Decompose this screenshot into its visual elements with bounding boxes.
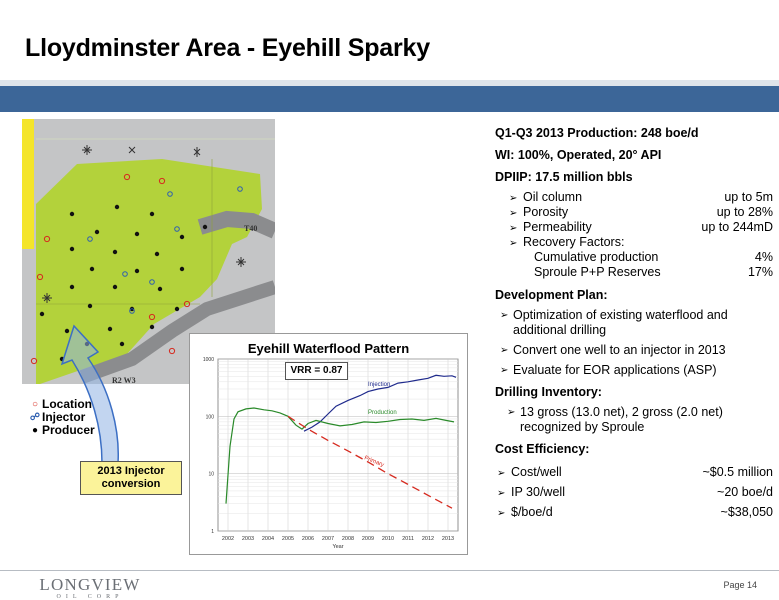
- cost-row: [495, 462, 773, 482]
- legend-row-producer: [28, 424, 95, 437]
- callout-line: conversion: [101, 478, 161, 490]
- arrow-bullet-icon: ➢: [500, 310, 509, 321]
- x-tick-label: 2003: [241, 536, 255, 542]
- logo-sub: OIL CORP: [56, 594, 124, 600]
- arrow-bullet-icon: ➢: [507, 407, 516, 418]
- list-item: [495, 308, 773, 338]
- list-item-text: Convert one well to an injector in 2013: [513, 343, 726, 357]
- cost-value: ~$0.5 million: [702, 465, 773, 479]
- arrow-bullet-icon: ➢: [497, 508, 506, 519]
- cost-value: ~$38,050: [720, 505, 773, 519]
- page-title: Lloydminster Area - Eyehill Sparky: [25, 34, 430, 62]
- range-label: R2 W3: [112, 376, 136, 384]
- arrow-bullet-icon: ➢: [497, 488, 506, 499]
- arrow-bullet-icon: ➢: [509, 238, 518, 249]
- vrr-box: VRR = 0.87: [285, 362, 348, 380]
- recovery-row: [495, 265, 773, 280]
- list-item: [495, 405, 773, 435]
- list-item: [495, 363, 773, 378]
- waterflood-chart: [189, 333, 468, 555]
- wi-heading: WI: 100%, Operated, 20° API: [495, 148, 662, 162]
- map-legend: [28, 398, 95, 437]
- x-tick-label: 2005: [281, 536, 295, 542]
- arrow-bullet-icon: ➢: [509, 223, 518, 234]
- legend-label: Injector: [42, 410, 86, 424]
- company-logo: [35, 575, 145, 600]
- recovery-label: Sproule P+P Reserves: [534, 265, 661, 279]
- township-label: T40: [244, 224, 258, 233]
- cost-value: ~20 boe/d: [717, 485, 773, 499]
- x-tick-label: 2012: [421, 536, 435, 542]
- property-label: Oil column: [523, 190, 583, 204]
- injector-callout: [80, 461, 182, 495]
- production-heading: Q1-Q3 2013 Production: 248 boe/d: [495, 126, 699, 140]
- cost-label: Cost/well: [511, 465, 562, 479]
- cost-label: IP 30/well: [511, 485, 565, 499]
- property-row: [495, 220, 773, 235]
- list-item-text: Optimization of existing waterflood and additional drilling: [513, 308, 728, 337]
- property-list: [495, 190, 773, 250]
- y-tick-label: 10: [208, 471, 214, 478]
- x-tick-label: 2006: [301, 536, 315, 542]
- x-tick-label: 2004: [261, 536, 275, 542]
- arrow-bullet-icon: ➢: [509, 208, 518, 219]
- drill-heading: Drilling Inventory:: [495, 385, 602, 399]
- recovery-list: [495, 250, 773, 280]
- list-item: [495, 343, 773, 358]
- x-tick-label: 2009: [361, 536, 375, 542]
- cost-list: [495, 462, 773, 522]
- x-tick-label: 2010: [381, 536, 395, 542]
- property-value: up to 5m: [724, 190, 773, 204]
- series-label-production: Production: [368, 409, 397, 416]
- dev-list: [495, 308, 773, 378]
- chart-title: Eyehill Waterflood Pattern: [247, 341, 410, 356]
- dev-heading: Development Plan:: [495, 288, 608, 302]
- property-label: Recovery Factors:: [523, 235, 625, 249]
- y-tick-label: 100: [205, 414, 214, 421]
- location-circle-icon: ○: [31, 399, 39, 410]
- header-band: [0, 86, 779, 112]
- summary-panel: [495, 124, 773, 522]
- arrow-bullet-icon: ➢: [509, 193, 518, 204]
- property-row: [495, 190, 773, 205]
- logo-name: LONGVIEW: [39, 575, 141, 594]
- cost-row: [495, 482, 773, 502]
- legend-label: Producer: [42, 423, 95, 437]
- injector-icon: ☍: [29, 412, 41, 423]
- x-tick-label: 2011: [402, 536, 414, 542]
- y-tick-label: 1000: [202, 357, 214, 363]
- arrow-bullet-icon: ➢: [500, 345, 509, 356]
- x-tick-label: 2007: [321, 536, 335, 542]
- property-value: up to 244mD: [701, 220, 773, 234]
- recovery-label: Cumulative production: [534, 250, 659, 264]
- x-tick-label: 2002: [221, 536, 235, 542]
- drill-list: [495, 405, 773, 435]
- x-tick-label: 2008: [341, 536, 355, 542]
- lease-block: [22, 119, 34, 249]
- x-tick-label: 2013: [441, 536, 455, 542]
- recovery-value: 4%: [754, 250, 773, 264]
- producer-dot-icon: ●: [31, 425, 39, 436]
- cost-heading: Cost Efficiency:: [495, 442, 590, 456]
- legend-label: Location: [42, 397, 92, 411]
- cost-label: $/boe/d: [511, 505, 553, 519]
- series-label-injection: Injection: [368, 381, 391, 388]
- page-number: Page 14: [723, 580, 757, 590]
- property-label: Porosity: [523, 205, 569, 219]
- conversion-arrow: [40, 320, 140, 465]
- property-row: [495, 235, 773, 250]
- callout-line: 2013 Injector: [97, 465, 165, 477]
- dpiip-heading: DPIIP: 17.5 million bbls: [495, 170, 633, 184]
- property-value: up to 28%: [716, 205, 773, 219]
- property-label: Permeability: [523, 220, 592, 234]
- property-row: [495, 205, 773, 220]
- recovery-row: [495, 250, 773, 265]
- arrow-bullet-icon: ➢: [497, 468, 506, 479]
- list-item-text: 13 gross (13.0 net), 2 gross (2.0 net) recognized by Sproule: [520, 405, 723, 434]
- footer-rule: [0, 570, 779, 571]
- list-item-text: Evaluate for EOR applications (ASP): [513, 363, 717, 377]
- arrow-bullet-icon: ➢: [500, 365, 509, 376]
- series-label-primary: Primary: [363, 455, 385, 469]
- x-axis-label: Year: [332, 544, 344, 550]
- cost-row: [495, 502, 773, 522]
- y-tick-label: 1: [211, 529, 214, 535]
- recovery-value: 17%: [747, 265, 773, 279]
